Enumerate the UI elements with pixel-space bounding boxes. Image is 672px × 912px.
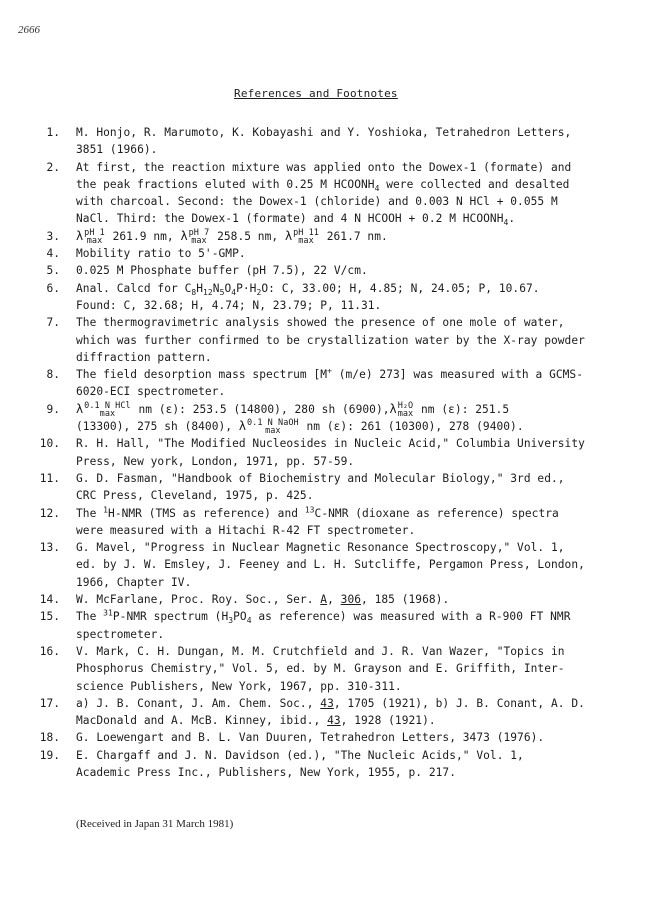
reference-text: G. Mavel, "Progress in Nuclear Magnetic Resonance Spectroscopy," Vol. 1, xyxy=(76,541,565,555)
reference-5 xyxy=(0,262,672,279)
text-part: 261.7 nm. xyxy=(319,229,388,243)
text-part: Anal. Calcd for C xyxy=(76,281,192,295)
lambda-symbol: λ xyxy=(284,228,293,243)
page-number: 2666 xyxy=(18,24,40,36)
reference-10 xyxy=(0,435,672,470)
reference-9 xyxy=(0,401,672,436)
condition-top: H₂O xyxy=(397,400,414,411)
reference-17 xyxy=(0,695,672,730)
text-part: NaCl. Third: the Dowex-1 (formate) and 4 N HCOOH + 0.2 M HCOONH xyxy=(76,212,504,226)
reference-text: G. Loewengart and B. L. Van Duuren, Tetrahedron Letters, 3473 (1976). xyxy=(76,731,545,745)
reference-number: 1. xyxy=(46,126,60,139)
text-part: N xyxy=(212,281,220,295)
text-part: nm (ε): 253.5 (14800), 280 sh (6900), xyxy=(131,402,390,416)
reference-text: science Publishers, New York, 1967, pp. 310-311. xyxy=(76,679,402,693)
reference-text xyxy=(76,176,616,193)
lambda-condition xyxy=(247,419,299,435)
text-part: H-NMR (TMS as reference) and xyxy=(108,506,305,520)
reference-16 xyxy=(0,643,672,695)
lambda-condition xyxy=(398,402,414,418)
subscript: 12 xyxy=(203,287,213,297)
lambda-symbol: λ xyxy=(238,419,247,434)
reference-text: spectrometer. xyxy=(76,627,165,641)
volume-number: 306 xyxy=(340,593,362,607)
superscript: 31 xyxy=(103,608,113,618)
reference-1 xyxy=(0,124,672,159)
reference-13 xyxy=(0,539,672,591)
reference-14 xyxy=(0,591,672,608)
reference-15 xyxy=(0,608,672,643)
reference-11 xyxy=(0,470,672,505)
reference-text xyxy=(76,591,616,608)
text-part: MacDonald and A. McB. Kinney, ibid., xyxy=(76,714,328,728)
reference-number: 12. xyxy=(39,506,60,520)
text-part: , 185 (1968). xyxy=(361,593,450,607)
reference-text: 3851 (1966). xyxy=(76,143,158,157)
text-part: O xyxy=(224,281,232,295)
reference-text: G. D. Fasman, "Handbook of Biochemistry and Molecular Biology," 3rd ed., xyxy=(76,471,565,485)
received-date: (Received in Japan 31 March 1981) xyxy=(76,818,234,830)
text-part: were collected and desalted xyxy=(379,177,570,191)
subscript: 2 xyxy=(256,287,262,297)
volume-number: 43 xyxy=(327,714,341,728)
reference-text xyxy=(76,695,616,712)
text-part: The xyxy=(76,506,104,520)
superscript: + xyxy=(327,366,332,376)
reference-2 xyxy=(0,159,672,228)
reference-text: 6020-ECI spectrometer. xyxy=(76,385,226,399)
reference-text: The thermogravimetric analysis showed the presence of one mole of water, xyxy=(76,316,565,330)
reference-text: Mobility ratio to 5'-GMP. xyxy=(76,247,246,261)
reference-7 xyxy=(0,314,672,366)
reference-number: 3. xyxy=(46,229,60,243)
reference-number: 6. xyxy=(46,281,60,295)
reference-number: 18. xyxy=(39,731,60,745)
reference-19 xyxy=(0,747,672,782)
subscript: 4 xyxy=(231,287,237,297)
reference-text xyxy=(76,210,616,227)
reference-text: Press, New york, London, 1971, pp. 57-59. xyxy=(76,454,355,468)
text-part: nm (ε): 261 (10300), 278 (9400). xyxy=(299,420,524,434)
reference-text xyxy=(76,401,616,418)
lambda-symbol: λ xyxy=(76,401,84,416)
condition-top: pH 1 xyxy=(84,227,105,238)
reference-number: 4. xyxy=(46,247,60,261)
text-part: nm (ε): 251.5 xyxy=(414,402,510,416)
subscript: 4 xyxy=(246,616,252,626)
reference-number: 13. xyxy=(39,541,60,555)
text-part: as reference) was measured with a R-900 FT NMR xyxy=(251,610,571,624)
reference-number: 10. xyxy=(39,437,60,451)
volume-number: 43 xyxy=(320,696,334,710)
text-part: P·H xyxy=(236,281,257,295)
text-part: PO xyxy=(233,610,247,624)
reference-text: Academic Press Inc., Publishers, New York, 1955, p. 217. xyxy=(76,765,456,779)
reference-text: Found: C, 32.68; H, 4.74; N, 23.79; P, 11.31. xyxy=(76,298,382,312)
reference-number: 14. xyxy=(39,593,60,607)
condition-top: 0.1 N NaOH xyxy=(247,418,299,429)
reference-number: 5. xyxy=(46,264,60,278)
lambda-condition xyxy=(293,229,319,245)
reference-number: 7. xyxy=(46,316,60,330)
condition-top: pH 7 xyxy=(188,227,210,238)
reference-number: 9. xyxy=(46,402,60,416)
reference-4 xyxy=(0,245,672,262)
reference-text xyxy=(76,608,616,625)
reference-text xyxy=(76,280,616,297)
reference-text xyxy=(76,418,616,435)
reference-text xyxy=(76,228,616,245)
reference-text: CRC Press, Cleveland, 1975, p. 425. xyxy=(76,489,314,503)
reference-text: At first, the reaction mixture was applied onto the Dowex-1 (formate) and xyxy=(76,160,572,174)
text-part: C-NMR (dioxane as reference) spectra xyxy=(314,506,559,520)
text-part: the peak fractions eluted with 0.25 M HCOONH xyxy=(76,177,375,191)
lambda-symbol: λ xyxy=(180,228,188,243)
condition-bottom: max xyxy=(191,235,207,246)
reference-12 xyxy=(0,505,672,540)
reference-text: V. Mark, C. H. Dungan, M. M. Crutchfield and J. R. Van Wazer, "Topics in xyxy=(76,644,565,658)
subscript: 5 xyxy=(219,287,225,297)
reference-number: 11. xyxy=(39,471,60,485)
reference-text xyxy=(76,505,616,522)
reference-text: 0.025 M Phosphate buffer (pH 7.5), 22 V/cm. xyxy=(76,264,368,278)
lambda-symbol: λ xyxy=(76,228,84,243)
reference-18 xyxy=(0,729,672,746)
superscript: 1 xyxy=(103,504,109,514)
text-part: (m/e) 273] was measured with a GCMS- xyxy=(331,368,583,382)
reference-text: which was further confirmed to be crystallization water by the X-ray powder xyxy=(76,333,585,347)
condition-top: pH 11 xyxy=(293,227,319,238)
references-heading: References and Footnotes xyxy=(234,87,398,100)
text-part: The xyxy=(76,610,104,624)
subscript: 4 xyxy=(503,218,509,228)
text-part: W. McFarlane, Proc. Roy. Soc., Ser. xyxy=(76,593,321,607)
reference-text xyxy=(76,366,616,383)
condition-bottom: max xyxy=(86,235,103,246)
lambda-symbol: λ xyxy=(389,401,397,416)
reference-number: 15. xyxy=(39,610,60,624)
lambda-condition xyxy=(84,402,131,418)
reference-text: ed. by J. W. Emsley, J. Feeney and L. H. Sutcliffe, Pergamon Press, London, xyxy=(76,558,585,572)
lambda-condition xyxy=(84,229,105,245)
reference-text: Phosphorus Chemistry," Vol. 5, ed. by M. Grayson and E. Griffith, Inter- xyxy=(76,662,565,676)
text-part: a) J. B. Conant, J. Am. Chem. Soc., xyxy=(76,696,321,710)
text-part: (13300), 275 sh (8400), xyxy=(76,420,239,434)
reference-text: diffraction pattern. xyxy=(76,350,212,364)
reference-text: with charcoal. Second: the Dowex-1 (chloride) and 0.003 N HCl + 0.055 M xyxy=(76,195,558,209)
condition-bottom: max xyxy=(99,408,116,419)
text-part: P-NMR spectrum (H xyxy=(112,610,229,624)
condition-bottom: max xyxy=(265,426,281,437)
lambda-condition xyxy=(189,229,210,245)
subscript: 8 xyxy=(191,287,197,297)
reference-number: 8. xyxy=(46,368,60,382)
reference-text: were measured with a Hitachi R-42 FT spectrometer. xyxy=(76,523,416,537)
text-part: H xyxy=(196,281,204,295)
reference-3 xyxy=(0,228,672,245)
reference-text: 1966, Chapter IV. xyxy=(76,575,192,589)
text-part: , xyxy=(327,593,341,607)
superscript: 13 xyxy=(304,504,315,514)
series-letter: A xyxy=(320,593,328,607)
reference-text xyxy=(76,712,616,729)
text-part: The field desorption mass spectrum [M xyxy=(76,368,328,382)
subscript: 3 xyxy=(228,616,234,626)
text-part: . xyxy=(508,212,516,226)
subscript: 4 xyxy=(374,184,380,194)
references-list xyxy=(0,124,672,781)
reference-text: R. H. Hall, "The Modified Nucleosides in Nucleic Acid," Columbia University xyxy=(76,437,585,451)
reference-8 xyxy=(0,366,672,401)
reference-number: 19. xyxy=(39,748,60,762)
text-part: 258.5 nm, xyxy=(210,229,285,243)
text-part: , 1705 (1921), b) J. B. Conant, A. D. xyxy=(333,696,585,710)
condition-bottom: max xyxy=(298,235,314,246)
reference-number: 2. xyxy=(46,160,60,174)
reference-text: M. Honjo, R. Marumoto, K. Kobayashi and Y. Yoshioka, Tetrahedron Letters, xyxy=(76,126,572,139)
text-part: 261.9 nm, xyxy=(105,229,181,243)
reference-6 xyxy=(0,280,672,315)
reference-number: 17. xyxy=(39,696,60,710)
condition-bottom: max xyxy=(397,408,414,419)
reference-number: 16. xyxy=(39,644,60,658)
text-part: , 1928 (1921). xyxy=(340,714,436,728)
text-part: O: C, 33.00; H, 4.85; N, 24.05; P, 10.67. xyxy=(261,281,540,295)
reference-text: E. Chargaff and J. N. Davidson (ed.), "The Nucleic Acids," Vol. 1, xyxy=(76,748,524,762)
condition-top: 0.1 N HCl xyxy=(84,400,131,411)
